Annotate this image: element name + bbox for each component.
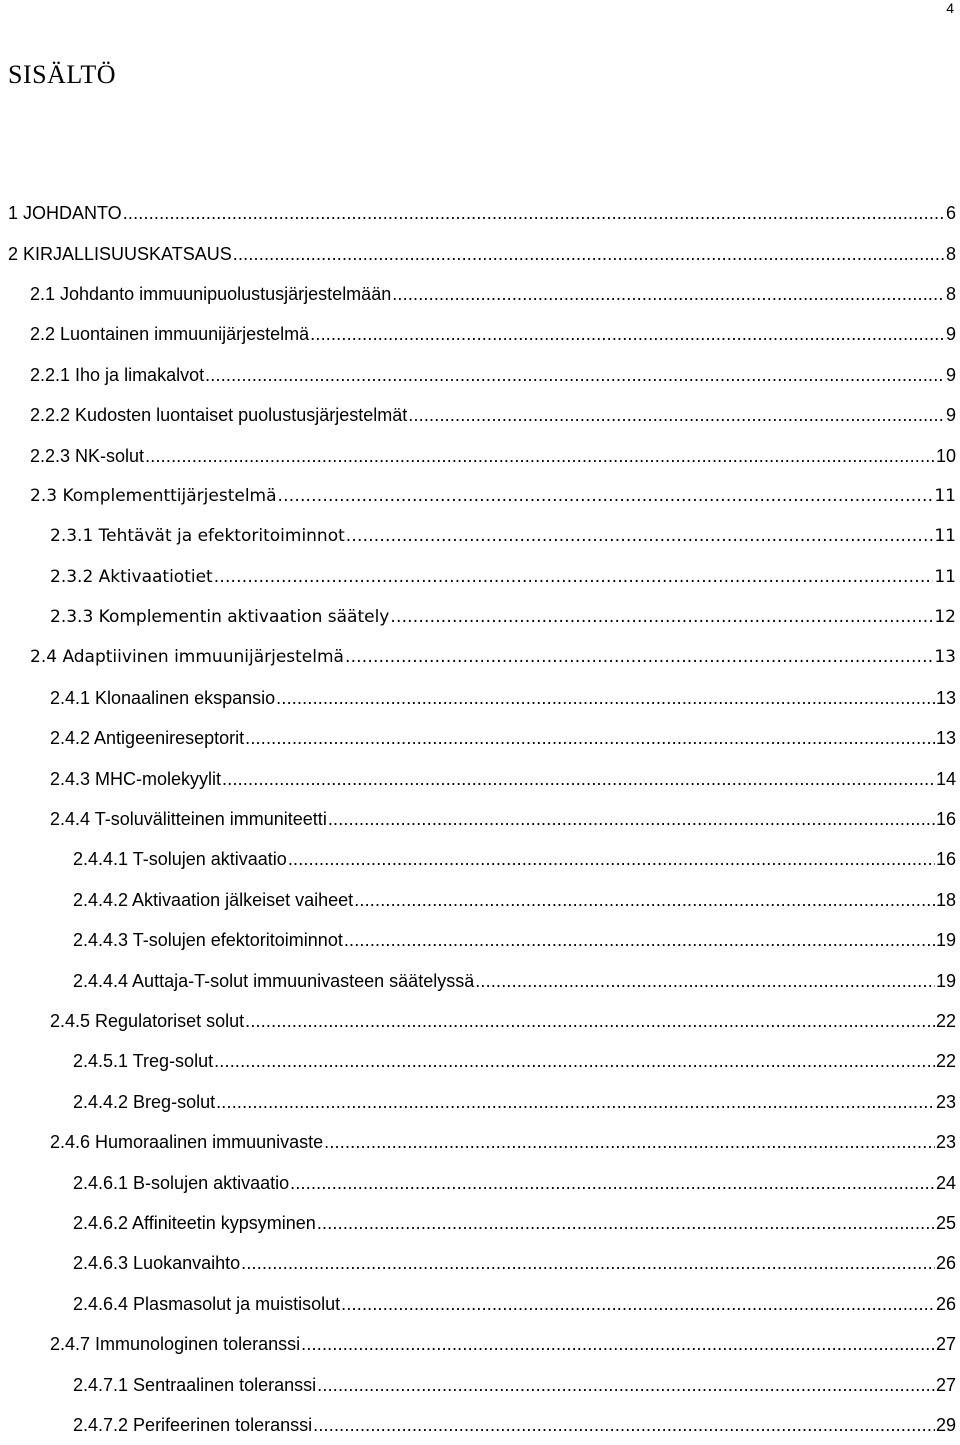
toc-dot-leader [345,646,933,668]
toc-dot-leader [145,445,935,467]
toc-entry-title: 2.4.4.4 Auttaja-T-solut immuunivasteen säätelyssä [73,970,475,991]
toc-entry-page-number: 8 [945,243,956,264]
toc-entry-title: 2.4.4.2 Breg-solut [73,1091,216,1112]
toc-dot-leader [123,202,945,224]
toc-entry[interactable] [0,314,960,354]
toc-entry-title: 1 JOHDANTO [8,203,122,224]
toc-entry-title: 2.3.1 Tehtävät ja efektoritoiminnot [50,526,345,547]
toc-entry-title: 2.3 Komplementtijärjestelmä [30,485,277,506]
toc-entry[interactable] [0,1405,960,1445]
toc-entry-title: 2.4.4.1 T-solujen aktivaatio [73,849,287,870]
toc-dot-leader [354,889,935,911]
toc-entry-page-number: 25 [935,1212,956,1233]
toc-entry-page-number: 14 [935,768,956,789]
toc-dot-leader [324,1131,935,1153]
toc-entry-page-number: 8 [945,283,956,304]
toc-dot-leader [317,1212,935,1234]
toc-entry-title: 2.4.2 Antigeenireseptorit [50,728,245,749]
toc-entry[interactable] [0,678,960,718]
toc-entry-title: 2.4.4 T-soluvälitteinen immuniteetti [50,809,327,830]
toc-entry-page-number: 9 [945,324,956,345]
toc-entry[interactable] [0,557,960,597]
toc-entry-title: 2.4.6.3 Luokanvaihto [73,1253,241,1274]
toc-entry-page-number: 11 [934,526,956,547]
toc-entry-title: 2.2.2 Kudosten luontaiset puolustusjärjestelmät [30,405,408,426]
toc-entry-title: 2.4.6.1 B-solujen aktivaatio [73,1172,290,1193]
toc-entry-page-number: 18 [935,889,956,910]
toc-dot-leader [245,727,935,749]
toc-entry-title: 2.4.1 Klonaalinen ekspansio [50,687,276,708]
toc-entry-title: 2.4.7.1 Sentraalinen toleranssi [73,1374,317,1395]
toc-entry[interactable] [0,355,960,395]
toc-entry-page-number: 12 [934,607,956,628]
toc-entry[interactable] [0,1001,960,1041]
toc-entry-page-number: 23 [935,1091,956,1112]
toc-entry-title: 2.4 Adaptiivinen immuunijärjestelmä [30,647,344,668]
toc-entry-title: 2.4.6.4 Plasmasolut ja muistisolut [73,1293,341,1314]
toc-entry-title: 2.4.4.3 T-solujen efektoritoiminnot [73,930,343,951]
toc-entry-page-number: 11 [934,566,956,587]
toc-dot-leader [290,1172,935,1194]
toc-entry-title: 2.3.3 Komplementin aktivaation säätely [50,607,390,628]
toc-entry-page-number: 27 [935,1374,956,1395]
toc-dot-leader [288,848,935,870]
toc-dot-leader [233,243,945,265]
toc-entry[interactable] [0,1041,960,1081]
toc-entry-page-number: 13 [935,687,956,708]
toc-entry-title: 2.4.7.2 Perifeerinen toleranssi [73,1414,313,1435]
toc-entry-page-number: 22 [935,1011,956,1031]
toc-entry-title: 2.4.6 Humoraalinen immuunivaste [50,1132,324,1153]
toc-entry-page-number: 6 [945,203,956,224]
toc-entry[interactable] [0,476,960,516]
toc-entry[interactable] [0,597,960,637]
toc-entry-page-number: 19 [935,930,956,951]
toc-dot-leader [344,929,935,951]
toc-dot-leader [214,1050,935,1072]
toc-dot-leader [346,525,934,547]
toc-entry-page-number: 9 [945,405,956,426]
toc-entry-page-number: 26 [935,1293,956,1314]
toc-entry-page-number: 22 [935,1051,956,1072]
toc-entry-title: 2.2.1 Iho ja limakalvot [30,364,205,385]
toc-dot-leader [408,404,945,426]
toc-dot-leader [205,364,945,386]
page-number: 4 [946,0,954,16]
toc-dot-leader [313,1414,935,1436]
toc-dot-leader [310,323,945,345]
toc-dot-leader [241,1252,935,1274]
toc-entry[interactable] [0,960,960,1000]
toc-entry[interactable] [0,880,960,920]
toc-entry-title: 2.4.5.1 Treg-solut [73,1051,214,1072]
toc-entry-title: 2.3.2 Aktivaatiotiet [50,566,213,587]
toc-dot-leader [245,1010,935,1032]
toc-entry[interactable] [0,1324,960,1364]
toc-dot-leader [328,808,935,830]
toc-entry[interactable] [0,637,960,677]
toc-entry[interactable] [0,1082,960,1122]
toc-entry[interactable] [0,395,960,435]
toc-entry-title: 2.2 Luontainen immuunijärjestelmä [30,324,310,345]
toc-entry-page-number: 24 [935,1172,956,1193]
toc-entry-title: 2.4.6.2 Affiniteetin kypsyminen [73,1212,316,1233]
toc-entry-page-number: 19 [935,970,956,991]
toc-entry[interactable] [0,758,960,798]
toc-dot-leader [214,566,934,588]
toc-entry[interactable] [0,1364,960,1404]
toc-entry-title: 2.4.4.2 Aktivaation jälkeiset vaiheet [73,889,354,910]
toc-entry-title: 2 KIRJALLISUUSKATSAUS [8,243,232,264]
toc-dot-leader [301,1333,935,1355]
toc-entry[interactable] [0,1284,960,1324]
toc-entry-title: 2.4.3 MHC-molekyylit [50,768,222,789]
toc-entry-page-number: 16 [935,809,956,830]
toc-entry-page-number: 11 [934,485,956,506]
toc-entry-page-number: 26 [935,1253,956,1274]
toc-entry-page-number: 13 [935,728,956,749]
toc-entry-page-number: 16 [935,849,956,870]
toc-entry[interactable] [0,435,960,475]
toc-dot-leader [392,283,945,305]
toc-entry-page-number: 9 [945,364,956,385]
toc-entry[interactable] [0,920,960,960]
toc-entry-title: 2.1 Johdanto immuunipuolustusjärjestelmään [30,283,392,304]
toc-entry-page-number: 29 [935,1414,956,1435]
toc-entry[interactable] [0,718,960,758]
toc-dot-leader [216,1091,935,1113]
toc-dot-leader [341,1293,935,1315]
toc-dot-leader [276,687,935,709]
toc-entry[interactable] [0,1243,960,1283]
table-of-contents [0,193,960,1445]
toc-dot-leader [317,1374,935,1396]
toc-entry[interactable] [0,799,960,839]
toc-entry[interactable] [0,516,960,556]
toc-entry-title: 2.4.5 Regulatoriset solut [50,1011,245,1031]
toc-entry[interactable] [0,274,960,314]
toc-dot-leader [222,768,935,790]
toc-entry-page-number: 27 [935,1334,956,1355]
toc-entry[interactable] [0,1203,960,1243]
toc-entry[interactable] [0,839,960,879]
toc-dot-leader [278,485,934,507]
toc-heading: SISÄLTÖ [8,60,117,89]
toc-entry-page-number: 23 [935,1132,956,1153]
toc-entry-page-number: 10 [935,445,956,466]
toc-dot-leader [475,970,935,992]
toc-entry-page-number: 13 [934,647,956,668]
toc-entry[interactable] [0,193,960,233]
toc-entry-title: 2.2.3 NK-solut [30,445,145,466]
toc-dot-leader [390,606,933,628]
toc-entry-title: 2.4.7 Immunologinen toleranssi [50,1334,301,1355]
toc-entry[interactable] [0,233,960,273]
toc-entry[interactable] [0,1162,960,1202]
toc-entry[interactable] [0,1122,960,1162]
